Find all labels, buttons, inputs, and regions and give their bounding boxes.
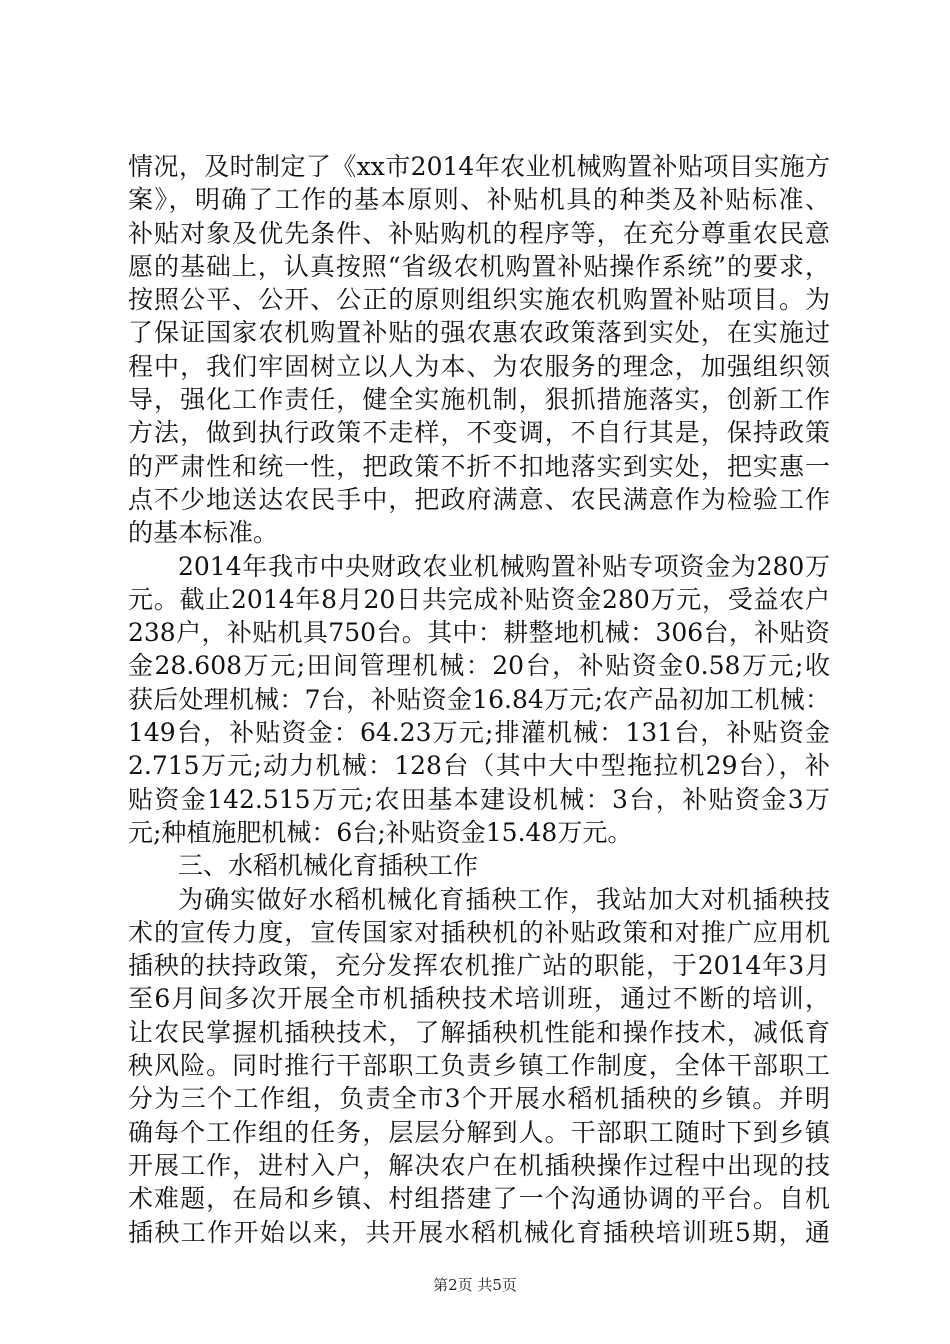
- text-line: 了保证国家农机购置补贴的强农惠农政策落到实处，在实施过: [128, 318, 830, 348]
- text-line: 2014年我市中央财政农业机械购置补贴专项资金为280万: [178, 551, 830, 581]
- text-line: 按照公平、公开、公正的原则组织实施农机购置补贴项目。为: [128, 285, 830, 315]
- text-line: 贴资金142.515万元;农田基本建设机械：3台，补贴资金3万: [128, 784, 830, 814]
- text-line: 方法，做到执行政策不走样，不变调，不自行其是，保持政策: [128, 418, 830, 448]
- text-line: 的基本标准。: [128, 518, 279, 548]
- text-line: 点不少地送达农民手中，把政府满意、农民满意作为检验工作: [128, 484, 830, 514]
- text-line: 2.715万元;动力机械：128台（其中大中型拖拉机29台），补: [128, 751, 830, 781]
- text-line: 149台，补贴资金：64.23万元;排灌机械：131台，补贴资金: [128, 718, 830, 748]
- text-line: 至6月间多次开展全市机插秧技术培训班，通过不断的培训，: [128, 984, 830, 1014]
- page-footer: 第2页 共5页: [433, 1276, 517, 1294]
- text-line: 术难题，在局和乡镇、村组搭建了一个沟通协调的平台。自机: [128, 1184, 830, 1214]
- text-line: 元。截止2014年8月20日共完成补贴资金280万元，受益农户: [128, 584, 830, 614]
- text-line: 分为三个工作组，负责全市3个开展水稻机插秧的乡镇。并明: [128, 1084, 830, 1114]
- text-line: 愿的基础上，认真按照“省级农机购置补贴操作系统”的要求，: [128, 251, 830, 281]
- text-line: 为确实做好水稻机械化育插秧工作，我站加大对机插秧技: [178, 884, 830, 914]
- text-line: 三、水稻机械化育插秧工作: [178, 851, 479, 881]
- text-line: 元;种植施肥机械：6台;补贴资金15.48万元。: [128, 817, 633, 847]
- text-line: 让农民掌握机插秧技术，了解插秧机性能和操作技术，减低育: [128, 1017, 830, 1047]
- text-line: 的严肃性和统一性，把政策不折不扣地落实到实处，把实惠一: [128, 451, 830, 481]
- text-line: 获后处理机械：7台，补贴资金16.84万元;农产品初加工机械：: [128, 684, 830, 714]
- text-line: 238户，补贴机具750台。其中：耕整地机械：306台，补贴资: [128, 618, 830, 648]
- text-line: 案》，明确了工作的基本原则、补贴机具的种类及补贴标准、: [128, 185, 830, 215]
- document-body: [128, 150, 830, 1249]
- text-line: 金28.608万元;田间管理机械：20台，补贴资金0.58万元;收: [128, 651, 830, 681]
- text-line: 导，强化工作责任，健全实施机制，狠抓措施落实，创新工作: [128, 385, 830, 415]
- text-line: 确每个工作组的任务，层层分解到人。干部职工随时下到乡镇: [128, 1117, 830, 1147]
- text-line: 秧风险。同时推行干部职工负责乡镇工作制度，全体干部职工: [128, 1051, 830, 1081]
- text-line: 开展工作，进村入户，解决农户在机插秧操作过程中出现的技: [128, 1150, 830, 1180]
- text-line: 情况，及时制定了《xx市2014年农业机械购置补贴项目实施方: [128, 152, 830, 181]
- text-line: 插秧工作开始以来，共开展水稻机械化育插秧培训班5期，通: [128, 1217, 830, 1247]
- text-line: 术的宣传力度，宣传国家对插秧机的补贴政策和对推广应用机: [128, 917, 830, 947]
- text-line: 插秧的扶持政策，充分发挥农机推广站的职能，于2014年3月: [128, 951, 830, 981]
- text-line: 程中，我们牢固树立以人为本、为农服务的理念，加强组织领: [128, 351, 830, 381]
- text-line: 补贴对象及优先条件、补贴购机的程序等，在充分尊重农民意: [128, 218, 830, 248]
